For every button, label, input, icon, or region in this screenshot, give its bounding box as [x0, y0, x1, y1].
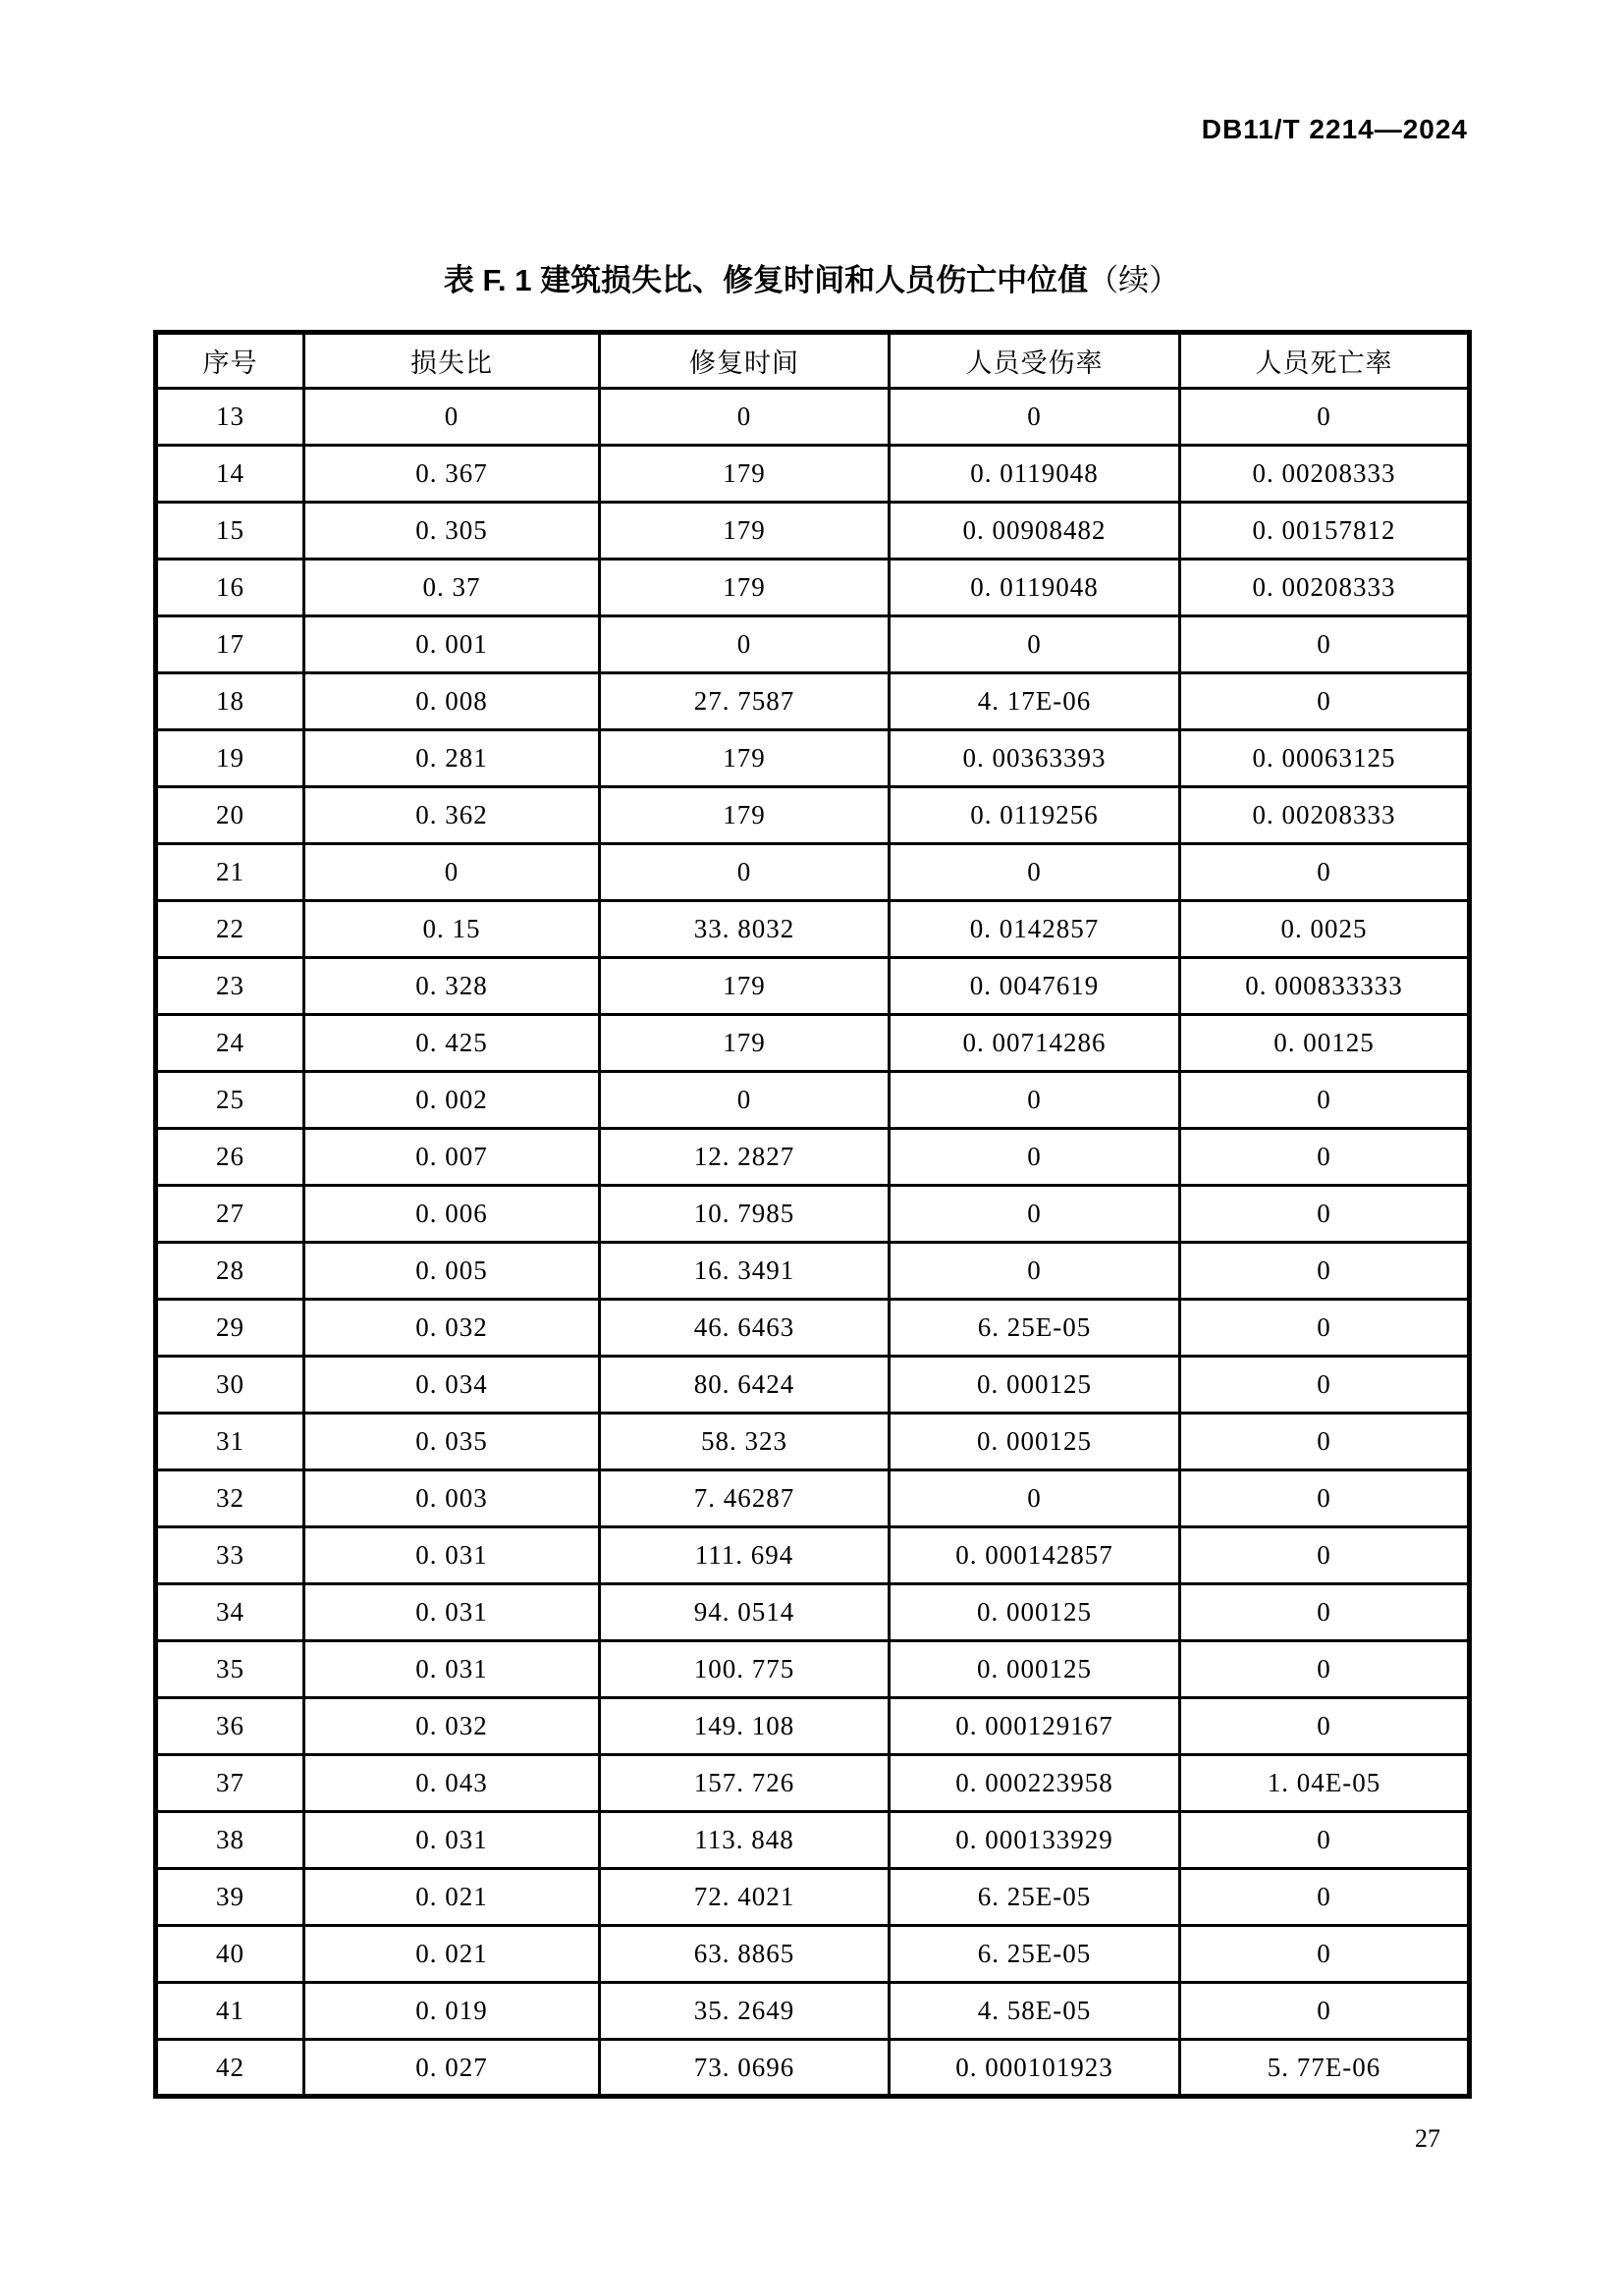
- table-title: [0, 255, 1623, 299]
- cell-loss-ratio: 0. 328: [304, 958, 600, 1015]
- cell-injury-rate: 0. 000125: [890, 1357, 1180, 1414]
- table-row: [156, 1186, 1470, 1243]
- cell-death-rate: 0: [1180, 1584, 1470, 1641]
- table-header-row: [156, 333, 1470, 389]
- cell-injury-rate: 0. 000125: [890, 1584, 1180, 1641]
- cell-death-rate: 0. 000833333: [1180, 958, 1470, 1015]
- cell-repair-time: 58. 323: [600, 1414, 890, 1470]
- cell-repair-time: 179: [600, 787, 890, 844]
- table-row: [156, 958, 1470, 1015]
- cell-loss-ratio: 0. 305: [304, 503, 600, 560]
- cell-death-rate: 0: [1180, 1072, 1470, 1129]
- cell-repair-time: 179: [600, 560, 890, 616]
- cell-repair-time: 27. 7587: [600, 673, 890, 730]
- table-row: [156, 1072, 1470, 1129]
- table-row: [156, 844, 1470, 901]
- cell-repair-time: 10. 7985: [600, 1186, 890, 1243]
- cell-loss-ratio: 0. 031: [304, 1812, 600, 1869]
- cell-loss-ratio: 0. 031: [304, 1527, 600, 1584]
- cell-death-rate: 0. 00208333: [1180, 787, 1470, 844]
- cell-serial: 40: [156, 1926, 304, 1983]
- cell-repair-time: 100. 775: [600, 1641, 890, 1698]
- cell-serial: 42: [156, 2040, 304, 2097]
- cell-repair-time: 12. 2827: [600, 1129, 890, 1186]
- cell-loss-ratio: 0. 019: [304, 1983, 600, 2040]
- cell-repair-time: 72. 4021: [600, 1869, 890, 1926]
- col-header-loss-ratio: 损失比: [304, 333, 600, 389]
- cell-serial: 31: [156, 1414, 304, 1470]
- cell-serial: 29: [156, 1300, 304, 1357]
- cell-loss-ratio: 0. 15: [304, 901, 600, 958]
- cell-injury-rate: 4. 58E-05: [890, 1983, 1180, 2040]
- page-number: 27: [1415, 2124, 1440, 2153]
- cell-loss-ratio: 0. 032: [304, 1698, 600, 1755]
- cell-loss-ratio: 0. 37: [304, 560, 600, 616]
- cell-loss-ratio: 0. 006: [304, 1186, 600, 1243]
- cell-injury-rate: 0. 0119256: [890, 787, 1180, 844]
- table-row: [156, 787, 1470, 844]
- cell-serial: 36: [156, 1698, 304, 1755]
- table-row: [156, 1983, 1470, 2040]
- cell-injury-rate: 0: [890, 1129, 1180, 1186]
- cell-serial: 21: [156, 844, 304, 901]
- table-row: [156, 1015, 1470, 1072]
- cell-death-rate: 0. 0025: [1180, 901, 1470, 958]
- cell-repair-time: 63. 8865: [600, 1926, 890, 1983]
- cell-serial: 22: [156, 901, 304, 958]
- cell-serial: 38: [156, 1812, 304, 1869]
- cell-loss-ratio: 0. 001: [304, 616, 600, 673]
- table-row: [156, 1641, 1470, 1698]
- cell-injury-rate: 0. 000142857: [890, 1527, 1180, 1584]
- cell-loss-ratio: 0. 281: [304, 730, 600, 787]
- cell-death-rate: 5. 77E-06: [1180, 2040, 1470, 2097]
- cell-injury-rate: 0. 000223958: [890, 1755, 1180, 1812]
- table-row: [156, 1300, 1470, 1357]
- cell-serial: 17: [156, 616, 304, 673]
- cell-injury-rate: 0. 0119048: [890, 560, 1180, 616]
- cell-death-rate: 0: [1180, 1869, 1470, 1926]
- cell-death-rate: 0: [1180, 1926, 1470, 1983]
- cell-repair-time: 73. 0696: [600, 2040, 890, 2097]
- cell-injury-rate: 4. 17E-06: [890, 673, 1180, 730]
- cell-serial: 27: [156, 1186, 304, 1243]
- cell-death-rate: 0: [1180, 1641, 1470, 1698]
- cell-repair-time: 0: [600, 389, 890, 446]
- cell-injury-rate: 0. 000129167: [890, 1698, 1180, 1755]
- cell-serial: 25: [156, 1072, 304, 1129]
- cell-loss-ratio: 0. 027: [304, 2040, 600, 2097]
- cell-loss-ratio: 0. 032: [304, 1300, 600, 1357]
- table-row: [156, 1357, 1470, 1414]
- cell-injury-rate: 6. 25E-05: [890, 1926, 1180, 1983]
- cell-death-rate: 0. 00125: [1180, 1015, 1470, 1072]
- cell-repair-time: 16. 3491: [600, 1243, 890, 1300]
- cell-loss-ratio: 0. 008: [304, 673, 600, 730]
- cell-death-rate: 0: [1180, 673, 1470, 730]
- cell-repair-time: 111. 694: [600, 1527, 890, 1584]
- cell-injury-rate: 0. 000125: [890, 1414, 1180, 1470]
- cell-injury-rate: 0: [890, 1072, 1180, 1129]
- cell-death-rate: 0: [1180, 389, 1470, 446]
- cell-serial: 30: [156, 1357, 304, 1414]
- col-header-death-rate: 人员死亡率: [1180, 333, 1470, 389]
- cell-serial: 20: [156, 787, 304, 844]
- cell-loss-ratio: 0. 043: [304, 1755, 600, 1812]
- cell-injury-rate: 0. 0119048: [890, 446, 1180, 503]
- cell-loss-ratio: 0. 005: [304, 1243, 600, 1300]
- cell-repair-time: 33. 8032: [600, 901, 890, 958]
- table-row: [156, 1812, 1470, 1869]
- cell-injury-rate: 0: [890, 844, 1180, 901]
- table-title-text: 表 F. 1 建筑损失比、修复时间和人员伤亡中位值: [443, 263, 1089, 297]
- cell-death-rate: 0: [1180, 1983, 1470, 2040]
- cell-loss-ratio: 0: [304, 389, 600, 446]
- table-row: [156, 730, 1470, 787]
- table-row: [156, 1129, 1470, 1186]
- data-table: [153, 330, 1472, 2099]
- cell-death-rate: 0. 00063125: [1180, 730, 1470, 787]
- cell-death-rate: 0. 00157812: [1180, 503, 1470, 560]
- cell-serial: 32: [156, 1470, 304, 1527]
- cell-death-rate: 0: [1180, 1470, 1470, 1527]
- cell-injury-rate: 0. 00714286: [890, 1015, 1180, 1072]
- cell-repair-time: 7. 46287: [600, 1470, 890, 1527]
- cell-death-rate: 0: [1180, 1243, 1470, 1300]
- col-header-serial: 序号: [156, 333, 304, 389]
- cell-death-rate: 0: [1180, 844, 1470, 901]
- cell-loss-ratio: 0. 003: [304, 1470, 600, 1527]
- cell-injury-rate: 6. 25E-05: [890, 1300, 1180, 1357]
- cell-serial: 14: [156, 446, 304, 503]
- table-row: [156, 1584, 1470, 1641]
- cell-death-rate: 0. 00208333: [1180, 560, 1470, 616]
- table-row: [156, 901, 1470, 958]
- cell-injury-rate: 0. 0142857: [890, 901, 1180, 958]
- cell-serial: 18: [156, 673, 304, 730]
- cell-serial: 28: [156, 1243, 304, 1300]
- cell-loss-ratio: 0. 367: [304, 446, 600, 503]
- cell-serial: 41: [156, 1983, 304, 2040]
- cell-loss-ratio: 0. 425: [304, 1015, 600, 1072]
- cell-serial: 24: [156, 1015, 304, 1072]
- cell-injury-rate: 0: [890, 1186, 1180, 1243]
- cell-repair-time: 179: [600, 958, 890, 1015]
- cell-repair-time: 94. 0514: [600, 1584, 890, 1641]
- table-row: [156, 1470, 1470, 1527]
- cell-repair-time: 179: [600, 1015, 890, 1072]
- col-header-repair-time: 修复时间: [600, 333, 890, 389]
- cell-repair-time: 157. 726: [600, 1755, 890, 1812]
- cell-loss-ratio: 0. 007: [304, 1129, 600, 1186]
- cell-injury-rate: 0. 00363393: [890, 730, 1180, 787]
- col-header-injury-rate: 人员受伤率: [890, 333, 1180, 389]
- cell-loss-ratio: 0. 031: [304, 1641, 600, 1698]
- cell-serial: 23: [156, 958, 304, 1015]
- cell-death-rate: 0: [1180, 1812, 1470, 1869]
- cell-repair-time: 179: [600, 730, 890, 787]
- cell-loss-ratio: 0. 031: [304, 1584, 600, 1641]
- cell-repair-time: 179: [600, 446, 890, 503]
- cell-repair-time: 113. 848: [600, 1812, 890, 1869]
- cell-serial: 34: [156, 1584, 304, 1641]
- cell-serial: 39: [156, 1869, 304, 1926]
- cell-death-rate: 0: [1180, 1300, 1470, 1357]
- cell-death-rate: 0: [1180, 1698, 1470, 1755]
- cell-loss-ratio: 0. 035: [304, 1414, 600, 1470]
- cell-injury-rate: 0. 000125: [890, 1641, 1180, 1698]
- cell-repair-time: 35. 2649: [600, 1983, 890, 2040]
- cell-injury-rate: 0. 000133929: [890, 1812, 1180, 1869]
- table-row: [156, 2040, 1470, 2097]
- cell-injury-rate: 0: [890, 616, 1180, 673]
- cell-injury-rate: 6. 25E-05: [890, 1869, 1180, 1926]
- cell-loss-ratio: 0. 362: [304, 787, 600, 844]
- cell-loss-ratio: 0. 021: [304, 1869, 600, 1926]
- cell-death-rate: 0: [1180, 1527, 1470, 1584]
- cell-repair-time: 0: [600, 1072, 890, 1129]
- table-row: [156, 1755, 1470, 1812]
- cell-repair-time: 0: [600, 844, 890, 901]
- cell-death-rate: 0: [1180, 1414, 1470, 1470]
- cell-serial: 37: [156, 1755, 304, 1812]
- cell-serial: 33: [156, 1527, 304, 1584]
- table-title-suffix: （续）: [1088, 263, 1180, 297]
- table-row: [156, 389, 1470, 446]
- cell-serial: 13: [156, 389, 304, 446]
- table-row: [156, 1926, 1470, 1983]
- table-row: [156, 1698, 1470, 1755]
- cell-repair-time: 80. 6424: [600, 1357, 890, 1414]
- cell-loss-ratio: 0: [304, 844, 600, 901]
- document-standard-number: DB11/T 2214—2024: [1201, 114, 1468, 144]
- cell-death-rate: 0: [1180, 1129, 1470, 1186]
- table-body: [156, 389, 1470, 2097]
- cell-death-rate: 0: [1180, 1186, 1470, 1243]
- cell-repair-time: 0: [600, 616, 890, 673]
- cell-repair-time: 46. 6463: [600, 1300, 890, 1357]
- cell-death-rate: 0: [1180, 616, 1470, 673]
- cell-injury-rate: 0: [890, 389, 1180, 446]
- table-row: [156, 1243, 1470, 1300]
- cell-repair-time: 149. 108: [600, 1698, 890, 1755]
- cell-injury-rate: 0. 00908482: [890, 503, 1180, 560]
- cell-repair-time: 179: [600, 503, 890, 560]
- cell-injury-rate: 0: [890, 1470, 1180, 1527]
- cell-serial: 26: [156, 1129, 304, 1186]
- table-row: [156, 560, 1470, 616]
- cell-injury-rate: 0. 0047619: [890, 958, 1180, 1015]
- cell-serial: 15: [156, 503, 304, 560]
- cell-serial: 35: [156, 1641, 304, 1698]
- cell-injury-rate: 0: [890, 1243, 1180, 1300]
- cell-serial: 19: [156, 730, 304, 787]
- cell-injury-rate: 0. 000101923: [890, 2040, 1180, 2097]
- cell-loss-ratio: 0. 021: [304, 1926, 600, 1983]
- table-row: [156, 446, 1470, 503]
- cell-death-rate: 0. 00208333: [1180, 446, 1470, 503]
- table-row: [156, 616, 1470, 673]
- table-row: [156, 1869, 1470, 1926]
- table-row: [156, 673, 1470, 730]
- table-row: [156, 1414, 1470, 1470]
- cell-loss-ratio: 0. 034: [304, 1357, 600, 1414]
- cell-death-rate: 0: [1180, 1357, 1470, 1414]
- cell-loss-ratio: 0. 002: [304, 1072, 600, 1129]
- table-row: [156, 1527, 1470, 1584]
- cell-serial: 16: [156, 560, 304, 616]
- cell-death-rate: 1. 04E-05: [1180, 1755, 1470, 1812]
- table-row: [156, 503, 1470, 560]
